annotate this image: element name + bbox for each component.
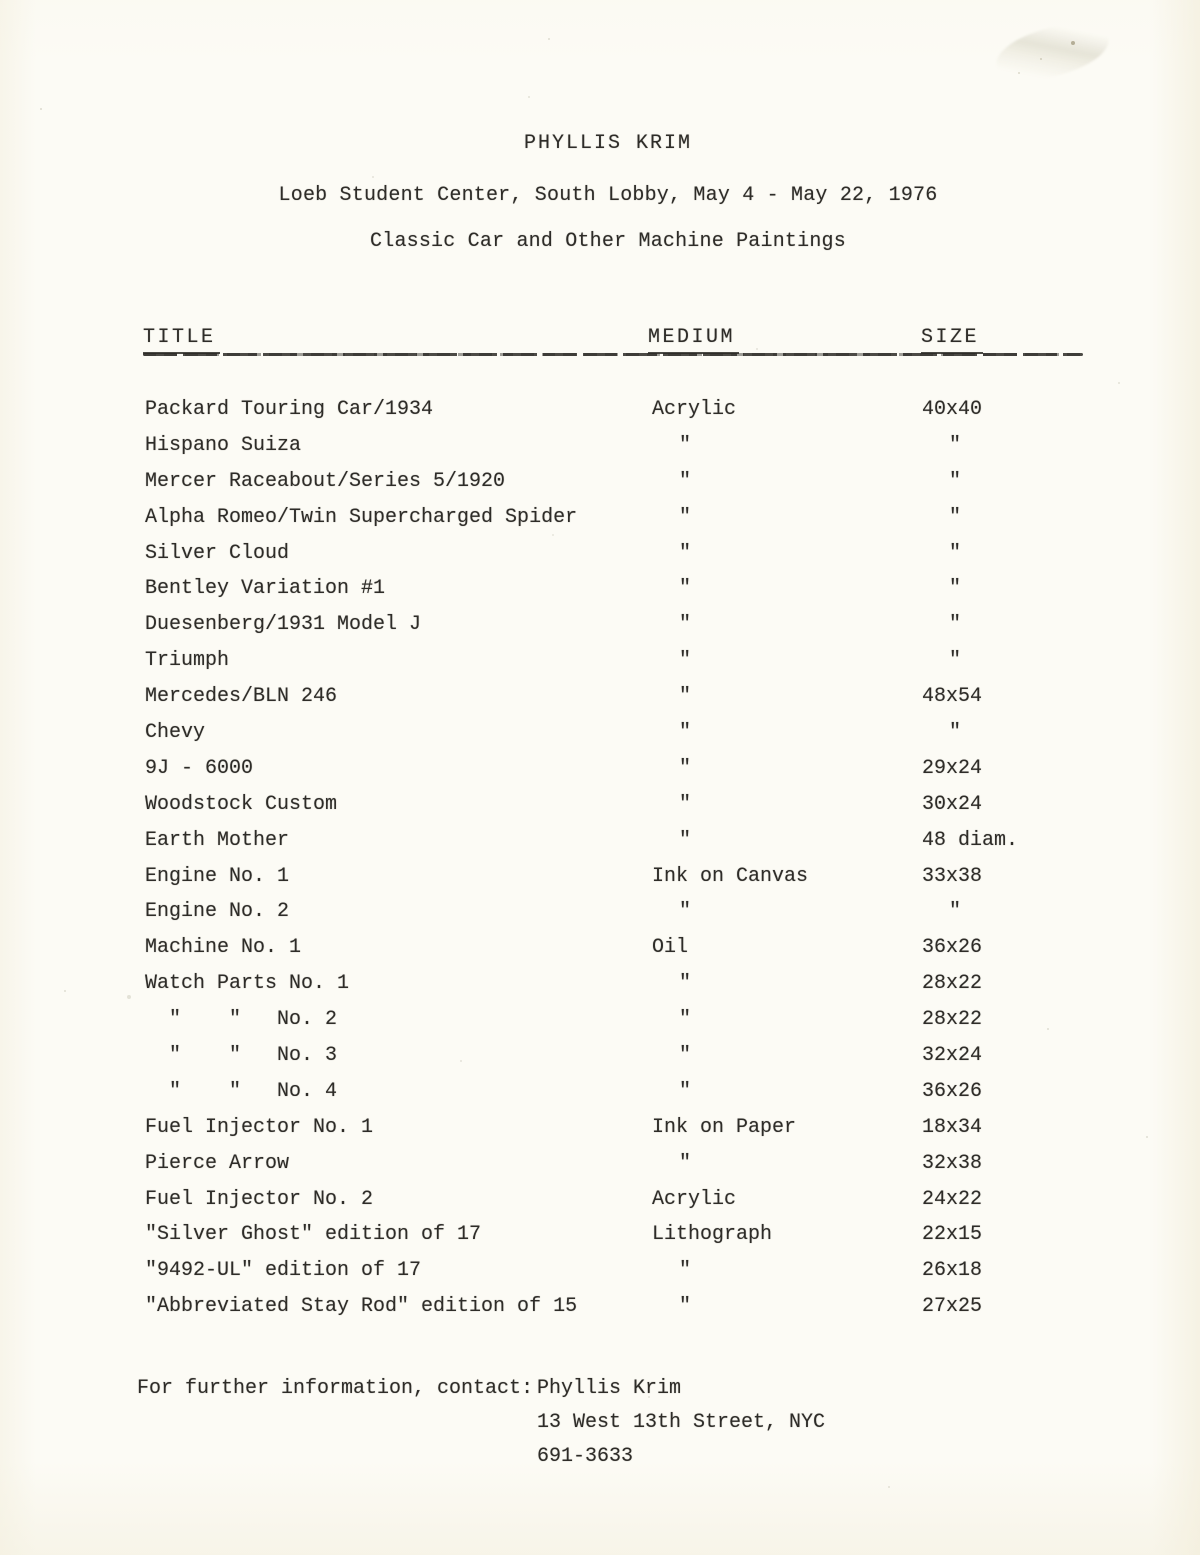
table-row <box>0 500 1200 536</box>
table-row <box>0 1253 1200 1289</box>
artwork-size: " <box>949 433 962 457</box>
artwork-title: Engine No. 1 <box>145 864 290 888</box>
artwork-size: 32x24 <box>922 1044 983 1068</box>
table-row <box>0 715 1200 751</box>
column-header-size: SIZE <box>921 326 983 354</box>
artwork-size: 40x40 <box>922 398 983 421</box>
artwork-size: 26x18 <box>922 1259 983 1283</box>
table-row <box>0 464 1200 500</box>
artwork-medium: " <box>679 972 692 996</box>
artwork-size: 33x38 <box>922 864 983 888</box>
artwork-medium: " <box>679 1259 692 1283</box>
table-row <box>0 607 1200 643</box>
contact-block <box>537 1372 825 1474</box>
artwork-title: 9J - 6000 <box>145 756 254 780</box>
artwork-medium: " <box>679 469 692 493</box>
venue-and-dates: Loeb Student Center, South Lobby, May 4 - May 22, 1976 <box>278 184 938 207</box>
header-rule-dashed-line <box>143 353 1083 356</box>
artwork-size: " <box>949 505 962 529</box>
table-row <box>0 787 1200 823</box>
artwork-medium: " <box>679 900 692 924</box>
artwork-size: 36x26 <box>922 1079 983 1103</box>
artwork-title: Duesenberg/1931 Model J <box>145 613 422 637</box>
table-row <box>0 751 1200 787</box>
artwork-title: " " No. 4 <box>145 1079 338 1103</box>
artwork-title: Mercer Raceabout/Series 5/1920 <box>145 469 506 493</box>
artwork-title: "9492-UL" edition of 17 <box>145 1259 422 1283</box>
column-header-title: TITLE <box>143 326 220 354</box>
artwork-medium: " <box>679 1044 692 1068</box>
artwork-medium: Lithograph <box>652 1223 773 1247</box>
artist-name: PHYLLIS KRIM <box>523 132 693 155</box>
artwork-title: Earth Mother <box>145 828 290 852</box>
artwork-size: 32x38 <box>922 1151 983 1175</box>
paper-smudge <box>991 15 1114 89</box>
artwork-medium: " <box>679 828 692 852</box>
artwork-size: 27x25 <box>922 1295 983 1319</box>
artwork-title: " " No. 3 <box>145 1044 338 1068</box>
artwork-size: 30x24 <box>922 792 983 816</box>
artwork-size: 28x22 <box>922 972 983 996</box>
artwork-medium: Ink on Paper <box>652 1115 797 1139</box>
table-row <box>0 1074 1200 1110</box>
artwork-size: " <box>949 577 962 601</box>
artwork-size: " <box>949 900 962 924</box>
artwork-size: " <box>949 469 962 493</box>
artwork-medium: " <box>679 685 692 709</box>
artwork-size: " <box>949 721 962 745</box>
table-row <box>0 1289 1200 1325</box>
contact-phone: 691-3633 <box>537 1445 634 1468</box>
table-row <box>0 1002 1200 1038</box>
artwork-size: " <box>949 541 962 565</box>
table-row <box>0 966 1200 1002</box>
table-row <box>0 679 1200 715</box>
artwork-title: Woodstock Custom <box>145 792 338 816</box>
artwork-title: Packard Touring Car/1934 <box>145 398 434 421</box>
artwork-medium: Acrylic <box>652 1187 737 1211</box>
artwork-medium: Oil <box>652 936 689 960</box>
artwork-medium: " <box>679 1008 692 1032</box>
table-row <box>0 894 1200 930</box>
table-row <box>0 392 1200 428</box>
artwork-size: 24x22 <box>922 1187 983 1211</box>
table-row <box>0 1038 1200 1074</box>
artwork-title: Engine No. 2 <box>145 900 290 924</box>
column-header-medium: MEDIUM <box>648 326 739 354</box>
contact-address: 13 West 13th Street, NYC <box>537 1411 826 1434</box>
artwork-medium: " <box>679 1295 692 1319</box>
artwork-title: " " No. 2 <box>145 1008 338 1032</box>
table-row <box>0 1217 1200 1253</box>
artwork-size: " <box>949 613 962 637</box>
artwork-medium: " <box>679 792 692 816</box>
artwork-size: " <box>949 649 962 673</box>
artwork-title: Bentley Variation #1 <box>145 577 386 601</box>
table-row <box>0 1146 1200 1182</box>
artwork-size: 29x24 <box>922 756 983 780</box>
table-row <box>0 1182 1200 1218</box>
artwork-medium: " <box>679 433 692 457</box>
artwork-title: Silver Cloud <box>145 541 290 565</box>
table-row <box>0 1110 1200 1146</box>
artwork-title: Triumph <box>145 649 230 673</box>
contact-label: For further information, contact: <box>137 1377 534 1400</box>
artwork-size: 28x22 <box>922 1008 983 1032</box>
artwork-medium: " <box>679 505 692 529</box>
artwork-title: Alpha Romeo/Twin Supercharged Spider <box>145 505 578 529</box>
artwork-size: 36x26 <box>922 936 983 960</box>
artwork-size: 48 diam. <box>922 828 1019 852</box>
artwork-size: 48x54 <box>922 685 983 709</box>
artwork-title: Machine No. 1 <box>145 936 302 960</box>
exhibit-table-body <box>0 392 1200 1325</box>
artwork-medium: " <box>679 577 692 601</box>
artwork-title: Hispano Suiza <box>145 433 302 457</box>
artwork-medium: " <box>679 613 692 637</box>
artwork-title: Fuel Injector No. 1 <box>145 1115 374 1139</box>
paper-specks <box>0 0 2 2</box>
artwork-title: Watch Parts No. 1 <box>145 972 350 996</box>
artwork-medium: " <box>679 649 692 673</box>
table-row <box>0 428 1200 464</box>
artwork-title: Fuel Injector No. 2 <box>145 1187 374 1211</box>
artwork-title: Mercedes/BLN 246 <box>145 685 338 709</box>
table-row <box>0 930 1200 966</box>
exhibition-title: Classic Car and Other Machine Paintings <box>370 230 846 253</box>
artwork-title: "Silver Ghost" edition of 17 <box>145 1223 482 1247</box>
artwork-medium: " <box>679 721 692 745</box>
table-row <box>0 859 1200 895</box>
artwork-medium: " <box>679 756 692 780</box>
artwork-title: Chevy <box>145 721 206 745</box>
contact-name: Phyllis Krim <box>537 1377 682 1400</box>
table-row <box>0 536 1200 572</box>
artwork-title: Pierce Arrow <box>145 1151 290 1175</box>
artwork-medium: Ink on Canvas <box>652 864 809 888</box>
artwork-size: 18x34 <box>922 1115 983 1139</box>
artwork-medium: " <box>679 1151 692 1175</box>
artwork-title: "Abbreviated Stay Rod" edition of 15 <box>145 1295 578 1319</box>
artwork-medium: Acrylic <box>652 398 737 421</box>
table-row <box>0 823 1200 859</box>
artwork-medium: " <box>679 1079 692 1103</box>
table-row <box>0 643 1200 679</box>
table-row <box>0 571 1200 607</box>
artwork-medium: " <box>679 541 692 565</box>
artwork-size: 22x15 <box>922 1223 983 1247</box>
